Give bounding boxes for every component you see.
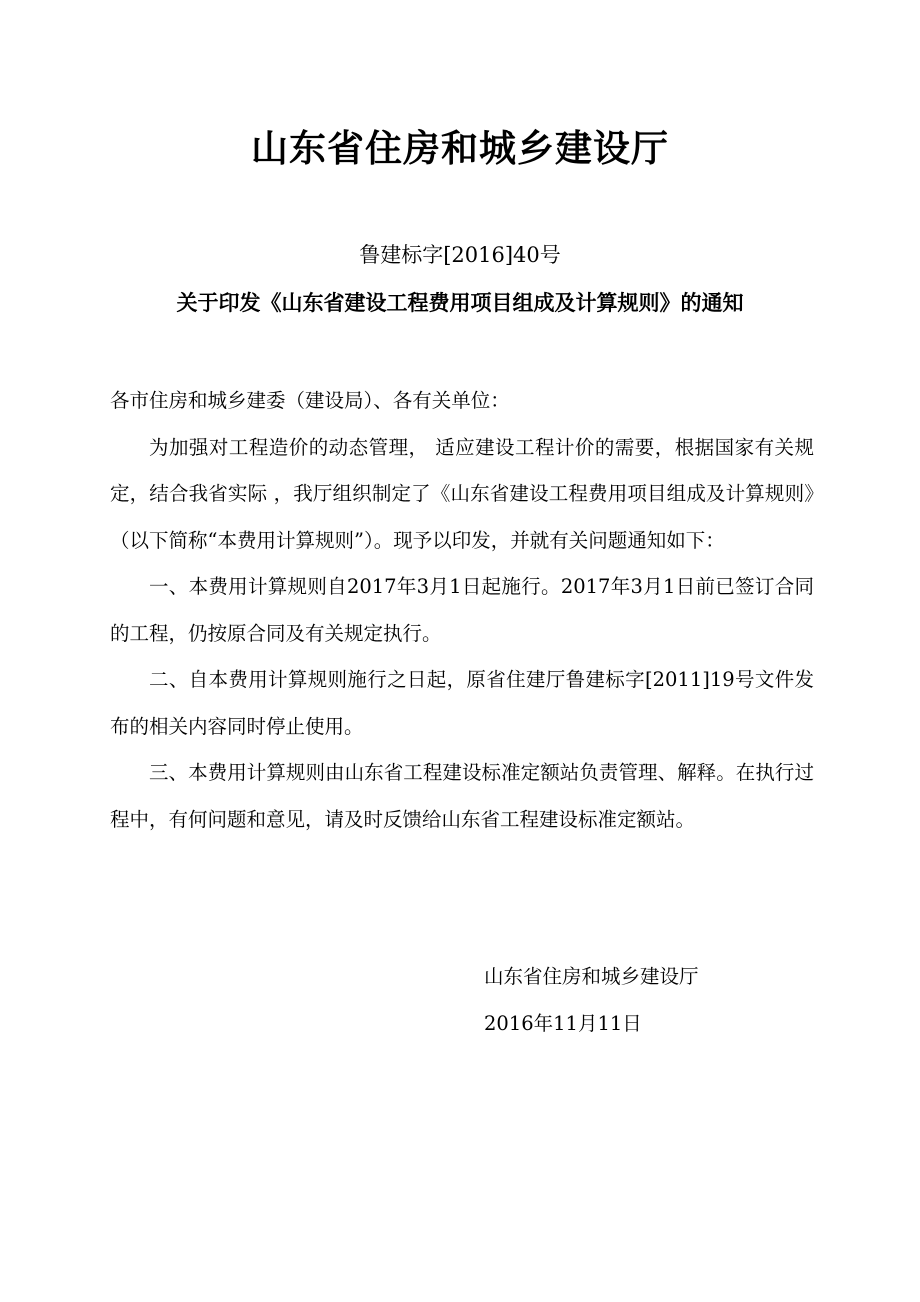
issue-date: 2016年11月11日 <box>484 1011 642 1035</box>
document-title: 关于印发《山东省建设工程费用项目组成及计算规则》的通知 <box>176 290 744 315</box>
document-number: 鲁建标字[2016]40号 <box>359 243 561 267</box>
signature-block <box>484 954 699 1047</box>
document-body <box>110 378 814 843</box>
paragraph-item-2: 二、自本费用计算规则施行之日起，原省住建厅鲁建标字[2011]19号文件发布的相关内容同时停止使用。 <box>110 668 814 738</box>
paragraph-intro: 为加强对工程造价的动态管理， 适应建设工程计价的需要，根据国家有关规定，结合我省实际 ，我厅组织制定了《山东省建设工程费用项目组成及计算规则》（以下简称“本费用计算规则”）。现予以印发，并就有关问题通知如下： <box>110 435 814 552</box>
agency-header: 山东省住房和城乡建设厅 <box>251 126 669 170</box>
paragraph-item-1: 一、本费用计算规则自2017年3月1日起施行。2017年3月1日前已签订合同的工程，仍按原合同及有关规定执行。 <box>110 575 814 645</box>
issuer-name: 山东省住房和城乡建设厅 <box>484 965 699 988</box>
salutation: 各市住房和城乡建委（建设局）、各有关单位： <box>110 389 510 412</box>
paragraph-item-3: 三、本费用计算规则由山东省工程建设标准定额站负责管理、解释。在执行过程中，有何问题和意见，请及时反馈给山东省工程建设标准定额站。 <box>110 761 814 831</box>
